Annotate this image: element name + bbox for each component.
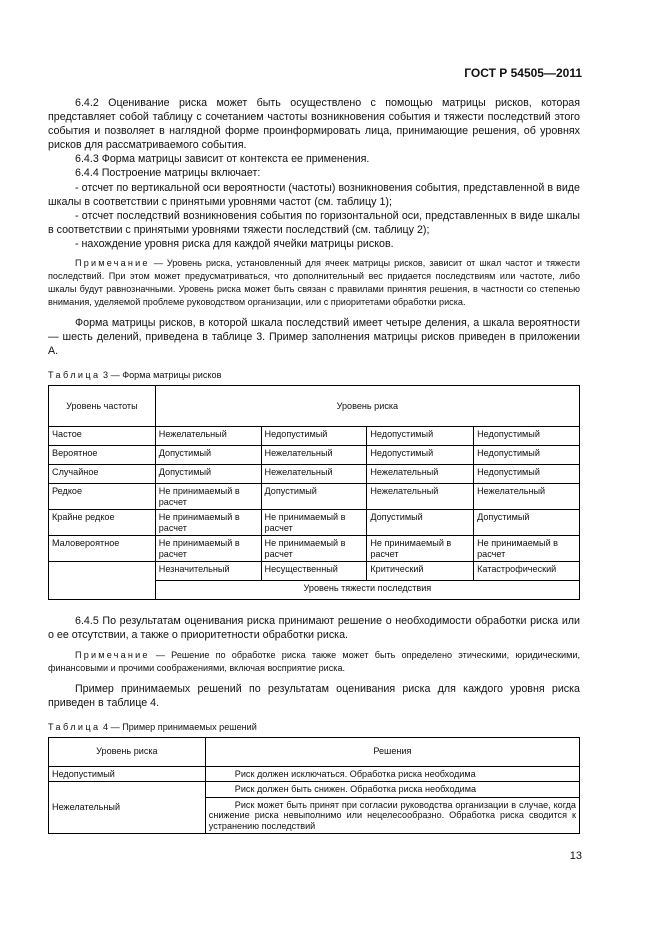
- list-item: - отсчет последствий возникновения события по горизонтальной оси, представленных в виде шкалы в соответствии с принятыми уровнями тяжести последствий (см. таблицу 2);: [48, 209, 580, 236]
- paragraph-6-4-3: 6.4.3 Форма матрицы зависит от контекста ее применения.: [75, 153, 370, 166]
- risk-cell: Не принимаемый в расчет: [261, 510, 367, 536]
- note-text: — Решение по обработке риска также может быть определено этическими, юридическими, финансовыми и прочими соображениями, включая восприятие риска.: [48, 649, 580, 673]
- risk-cell: Нежелательный: [261, 446, 367, 465]
- risk-cell: Нежелательный: [367, 484, 474, 510]
- header-risk-level: Уровень риска: [49, 737, 206, 766]
- paragraph-matrix-form: Форма матрицы рисков, в которой шкала последствий имеет четыре деления, а шкала вероятности — шесть делений, приведена в таблице 3. Пример заполнения матрицы рисков приведен в приложении А.: [48, 317, 580, 358]
- table-row: [49, 427, 580, 446]
- frequency-cell: Частое: [49, 427, 156, 446]
- note-1: [48, 257, 580, 309]
- caption-label: Таблица: [48, 721, 101, 732]
- frequency-cell: Маловероятное: [49, 536, 156, 562]
- list-item: - нахождение уровня риска для каждой ячейки матрицы рисков.: [75, 237, 394, 250]
- caption-label: Таблица: [48, 370, 101, 381]
- risk-cell: Не принимаемый в расчет: [474, 536, 580, 562]
- note-text: — Уровень риска, установленный для ячеек матрицы рисков, зависит от шкал частот и тяжести последствий. При этом может предусматриваться, что дополнительный вес придается последствиям или частоте, либо шкалы будут равнозначными. Уровень риска может быть связан с правилами принятия решения, в частности со степенью внимания, уделяемой проблеме руководством организации, или с приоритетами обработки риска.: [48, 258, 580, 308]
- table-row: [49, 766, 580, 782]
- paragraph-6-4-4: 6.4.4 Построение матрицы включает:: [75, 167, 261, 180]
- table-header-row: [49, 386, 580, 427]
- risk-matrix-table: [48, 385, 580, 600]
- decision-cell: Риск может быть принят при согласии руководства организации в случае, когда снижение риска невыполнимо или нецелесообразно. Обработка риска сводится к устранению последствий: [205, 797, 579, 834]
- table-row: [49, 465, 580, 484]
- risk-cell: Недопустимый: [367, 446, 474, 465]
- document-id: ГОСТ Р 54505—2011: [464, 66, 582, 80]
- paragraph-example: Пример принимаемых решений по результатам оценивания риска для каждого уровня риска приведен в таблице 4.: [48, 682, 580, 709]
- risk-cell: Не принимаемый в расчет: [261, 536, 367, 562]
- risk-cell: Не принимаемый в расчет: [155, 536, 261, 562]
- risk-cell: Недопустимый: [474, 465, 580, 484]
- severity-label: Уровень тяжести последствия: [155, 581, 579, 600]
- caption-text: 3 — Форма матрицы рисков: [100, 370, 222, 381]
- table-4-caption: [48, 722, 580, 732]
- decision-cell: Риск должен исключаться. Обработка риска необходима: [205, 766, 579, 782]
- risk-cell: Не принимаемый в расчет: [155, 484, 261, 510]
- paragraph-6-4-2: 6.4.2 Оценивание риска может быть осуществлено с помощью матрицы рисков, которая представляет собой таблицу с сочетанием частоты возникновения события и тяжести последствий этого события и позволяет в наглядной форме проинформировать лица, принимающие решения, об уровнях рисков для рассматриваемого события.: [48, 97, 580, 152]
- severity-cell: Катастрофический: [474, 562, 580, 581]
- decisions-table: [48, 737, 580, 835]
- header-risk-level: Уровень риска: [155, 386, 579, 427]
- header-frequency: Уровень частоты: [49, 386, 156, 427]
- risk-cell: Допустимый: [155, 465, 261, 484]
- note-label: Примечание: [75, 258, 150, 269]
- risk-cell: Нежелательный: [367, 465, 474, 484]
- table-row: [49, 510, 580, 536]
- paragraph-6-4-5: 6.4.5 По результатам оценивания риска принимают решение о необходимости обработки риска или о ее отсутствии, а также о приоритетности обработки риска.: [48, 615, 580, 642]
- severity-cell: Критический: [367, 562, 474, 581]
- page-number: 13: [569, 850, 582, 862]
- frequency-cell: Вероятное: [49, 446, 156, 465]
- risk-cell: Недопустимый: [261, 427, 367, 446]
- table-row: [49, 484, 580, 510]
- risk-cell: Допустимый: [474, 510, 580, 536]
- frequency-cell: Случайное: [49, 465, 156, 484]
- caption-text: 4 — Пример принимаемых решений: [100, 721, 257, 732]
- risk-cell: Не принимаемый в расчет: [367, 536, 474, 562]
- risk-cell: Нежелательный: [261, 465, 367, 484]
- risk-cell: Недопустимый: [474, 446, 580, 465]
- risk-level-cell: Недопустимый: [49, 766, 206, 782]
- table-header-row: [49, 737, 580, 766]
- table-row: [49, 782, 580, 798]
- page-content: [48, 96, 580, 834]
- severity-cell: Несущественный: [261, 562, 367, 581]
- risk-cell: Не принимаемый в расчет: [155, 510, 261, 536]
- risk-cell: Нежелательный: [155, 427, 261, 446]
- risk-cell: Допустимый: [367, 510, 474, 536]
- risk-cell: Нежелательный: [474, 484, 580, 510]
- note-2: [48, 649, 580, 675]
- table-3-caption: [48, 370, 580, 380]
- note-label: Примечание: [75, 649, 150, 660]
- frequency-cell: Крайне редкое: [49, 510, 156, 536]
- risk-cell: Недопустимый: [474, 427, 580, 446]
- risk-cell: Допустимый: [155, 446, 261, 465]
- table-row: [49, 536, 580, 562]
- risk-cell: Допустимый: [261, 484, 367, 510]
- header-decisions: Решения: [205, 737, 579, 766]
- risk-cell: Недопустимый: [367, 427, 474, 446]
- risk-level-cell: Нежелательный: [49, 782, 206, 834]
- empty-cell: [49, 562, 156, 600]
- decision-cell: Риск должен быть снижен. Обработка риска необходима: [205, 782, 579, 798]
- frequency-cell: Редкое: [49, 484, 156, 510]
- severity-cell: Незначительный: [155, 562, 261, 581]
- severity-row: [49, 562, 580, 581]
- table-row: [49, 446, 580, 465]
- list-item: - отсчет по вертикальной оси вероятности (частоты) возникновения события, представленной в виде шкалы в соответствии с принятыми уровнями частот (см. таблицу 1);: [48, 181, 580, 208]
